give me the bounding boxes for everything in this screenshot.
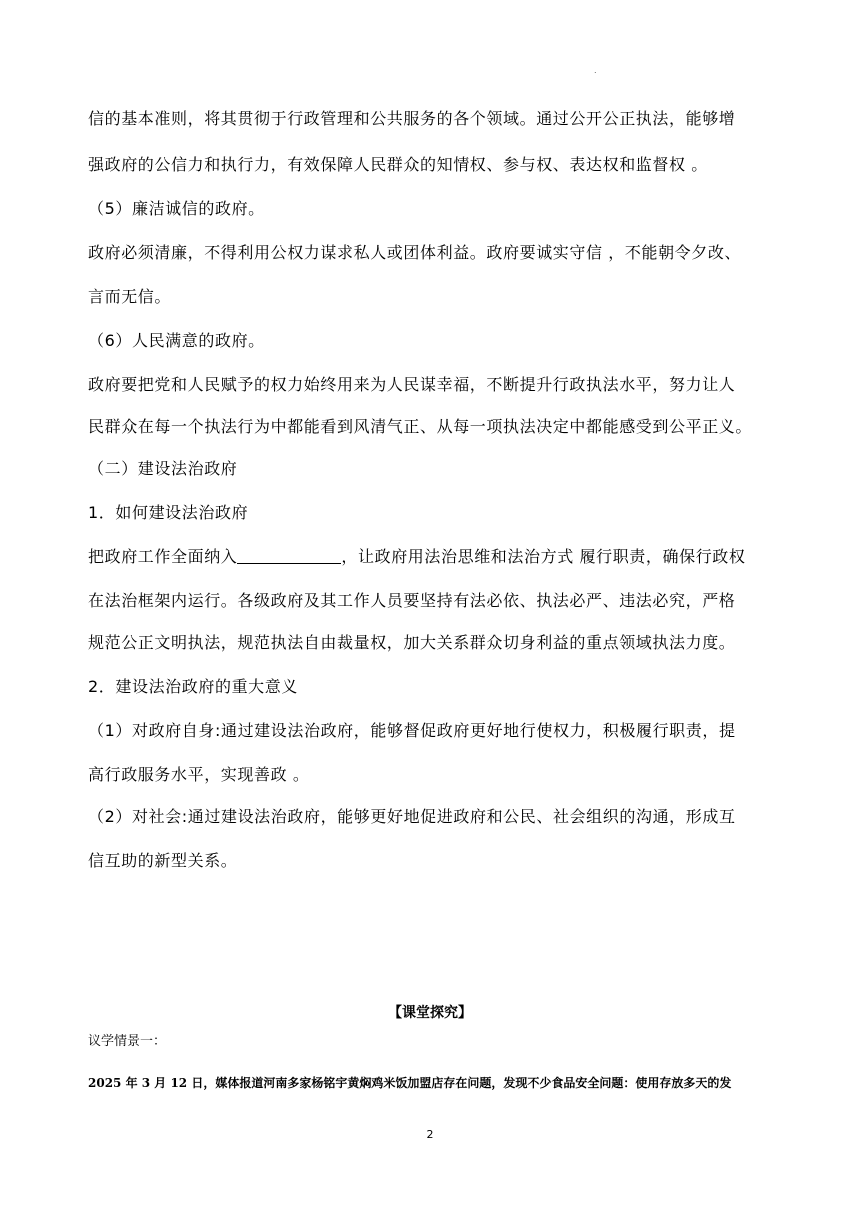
header-mark: . <box>594 66 597 75</box>
fill-blank-line <box>88 544 746 567</box>
text-line: 规范公正文明执法，规范执法自由裁量权，加大关系群众切身利益的重点领域执法力度。 <box>88 633 736 652</box>
text-line: 政府必须清廉，不得利用公权力谋求私人或团体利益。政府要诚实守信 ，不能朝令夕改、 <box>88 243 742 262</box>
scenario-label: 议学情景一： <box>88 1034 167 1049</box>
text-line: 高行政服务水平，实现善政 。 <box>88 765 310 784</box>
text-line: （1）对政府自身:通过建设法治政府，能够督促政府更好地行使权力，积极履行职责，提 <box>88 721 736 740</box>
text-line: （2）对社会:通过建设法治政府，能够更好地促进政府和公民、社会组织的沟通，形成互 <box>88 807 736 826</box>
fill-blank-after: ，让政府用法治思维和法治方式 履行职责，确保行政权 <box>341 547 746 566</box>
section-heading: （二）建设法治政府 <box>88 459 238 478</box>
subheading: （5）廉洁诚信的政府。 <box>88 199 265 218</box>
subheading: 1．如何建设法治政府 <box>88 503 249 522</box>
text-line: 信的基本准则，将其贯彻于行政管理和公共服务的各个领域。通过公开公正执法，能够增 <box>88 109 736 128</box>
text-line: 民群众在每一个执法行为中都能看到风清气正、从每一项执法决定中都能感受到公平正义。 <box>88 417 753 436</box>
text-line: 强政府的公信力和执行力，有效保障人民群众的知情权、参与权、表达权和监督权 。 <box>88 155 708 174</box>
text-line: 政府要把党和人民赋予的权力始终用来为人民谋幸福，不断提升行政执法水平，努力让人 <box>88 375 736 394</box>
subheading: 2．建设法治政府的重大意义 <box>88 677 298 696</box>
text-line: 信互助的新型关系。 <box>88 851 238 870</box>
fill-blank-before: 把政府工作全面纳入 <box>88 547 238 566</box>
scenario-text: 2025 年 3 月 12 日，媒体报道河南多家杨铭宇黄焖鸡米饭加盟店存在问题，发现不少食品安全问题：使用存放多天的发 <box>88 1076 732 1090</box>
page-number: 2 <box>426 1128 434 1141</box>
text-line: 言而无信。 <box>88 287 172 306</box>
section-title: 【课堂探究】 <box>388 1005 472 1021</box>
text-line: 在法治框架内运行。各级政府及其工作人员要坚持有法必依、执法必严、违法必究，严格 <box>88 591 736 610</box>
subheading: （6）人民满意的政府。 <box>88 331 265 350</box>
answer-blank[interactable] <box>237 549 341 564</box>
